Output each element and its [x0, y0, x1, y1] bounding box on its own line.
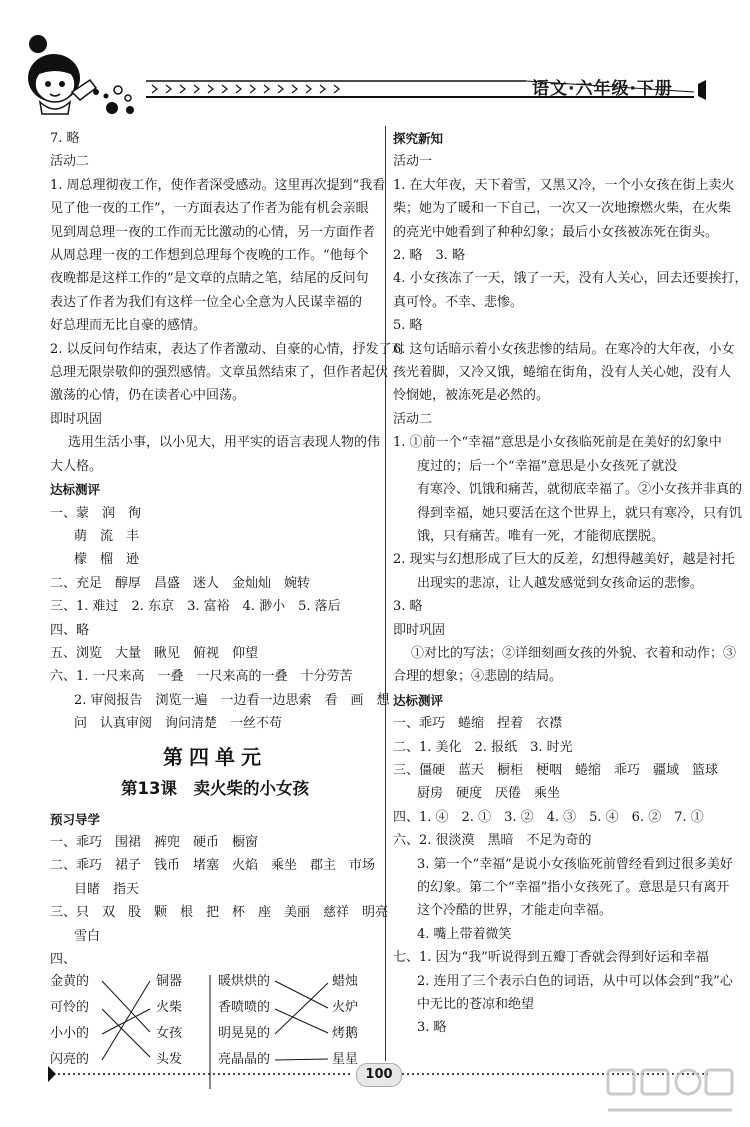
answer-line: 1. 在大年夜，天下着雪，又黑又冷，一个小女孩在街上卖火	[393, 177, 735, 193]
match-word: 可怜的	[50, 1000, 90, 1016]
answer-line: 四、	[50, 952, 77, 967]
answer-line: 2. 现实与幻想形成了巨大的反差，幻想得越美好，越是衬托	[393, 552, 735, 568]
answer-line: 孩光着脚，又冷又饿，蜷缩在街角，没有人关心她，没有人	[393, 365, 732, 381]
answer-line: 六、1. 一尺来高 一叠 一尺来高的一叠 十分劳苦	[50, 669, 353, 685]
answer-line: 见了他一夜的工作”，一方面表达了作者为能有机会亲眼	[50, 201, 369, 217]
answer-line: 三、僵硬 蓝天 橱柜 梗咽 蜷缩 乖巧 疆域 篮球	[393, 762, 719, 778]
answer-line: 4. 嘴上带着微笑	[417, 926, 512, 942]
answer-line: 5. 略	[393, 318, 423, 334]
answer-line: 7. 略	[50, 131, 80, 146]
answer-line: 一、乖巧 围裙 裤兜 硬币 橱窗	[50, 834, 259, 850]
answer-line: 夜晚都是这样工作的”是文章的点睛之笔，结尾的反问句	[50, 271, 369, 287]
answer-line: 选用生活小事，以小见大，用平实的语言表现人物的伟	[68, 435, 381, 451]
answer-line: 雪白	[74, 928, 101, 944]
answer-line: 檬 榴 逊	[74, 552, 140, 568]
lesson-heading: 第13课 卖火柴的小女孩	[121, 778, 309, 798]
match-word: 亮晶晶的	[218, 1052, 271, 1068]
answer-line: 1. ①前一个“幸福”意思是小女孩临死前是在美好的幻象中	[393, 435, 722, 451]
section-heading: 预习导学	[50, 811, 101, 827]
answer-line: 出现实的悲凉，让人越发感觉到女孩命运的悲惨。	[417, 575, 704, 591]
answer-line: 真可怜。不幸、悲惨。	[393, 294, 524, 310]
section-heading: 探究新知	[393, 131, 444, 146]
answer-line: 合理的想象；④悲剧的结局。	[393, 669, 563, 685]
section-heading: 活动一	[393, 154, 433, 170]
answer-line: 2. 以反问句作结束，表达了作者激动、自豪的心情，抒发了对	[50, 341, 405, 357]
match-word: 星星	[332, 1052, 359, 1068]
book-title: 语文·六年级·下册	[532, 79, 673, 99]
section-heading: 活动二	[50, 154, 90, 170]
answer-line: 3. 第一个“幸福”是说小女孩临死前曾经看到过很多美好	[417, 856, 733, 872]
section-heading: 达标测评	[50, 482, 101, 498]
right-column	[393, 127, 748, 1040]
answer-line: 问 认真审阅 询问清楚 一丝不苟	[74, 716, 283, 732]
section-heading: 即时巩固	[50, 411, 103, 427]
answer-line: 见到周总理一夜的工作而无比激动的心情，另一方面作者	[50, 224, 376, 240]
answer-line: 1. 周总理彻夜工作，使作者深受感动。这里再次提到“我看	[50, 177, 386, 193]
answer-line: 四、1. ④ 2. ① 3. ② 4. ③ 5. ④ 6. ② 7. ①	[393, 809, 704, 825]
answer-line: 柴；她为了暖和一下自己，一次又一次地擦燃火柴，在火柴	[393, 201, 732, 217]
answer-line: 激荡的心情，仍在读者心中回荡。	[50, 388, 246, 404]
match-word: 火炉	[332, 1000, 359, 1016]
answer-line: 目睹 指天	[74, 881, 140, 897]
answer-line: 萌 流 丰	[74, 528, 140, 544]
left-column	[50, 127, 405, 1093]
match-word: 女孩	[156, 1026, 183, 1042]
match-word: 明晃晃的	[218, 1026, 271, 1042]
answer-line: ①对比的写法；②详细刻画女孩的外貌、衣着和动作；③	[411, 645, 737, 661]
answer-line: 四、略	[50, 622, 90, 638]
answer-line: 这个冷酷的世界，才能走向幸福。	[417, 903, 613, 919]
answer-line: 二、1. 美化 2. 报纸 3. 时光	[393, 739, 573, 755]
answer-line: 饿，只有痛苦。唯有一死，才能彻底摆脱。	[417, 528, 665, 544]
column-divider	[385, 126, 386, 1061]
answer-line: 3. 略	[393, 599, 423, 615]
match-word: 香喷喷的	[218, 1000, 271, 1016]
answer-line: 有寒冷、饥饿和痛苦，就彻底幸福了。②小女孩并非真的	[417, 482, 743, 498]
answer-line: 一、乖巧 蜷缩 捏着 衣襟	[393, 716, 563, 732]
answer-line: 度过的；后一个“幸福”意思是小女孩死了就没	[417, 458, 678, 474]
answer-line: 好总理而无比自豪的感情。	[50, 318, 207, 334]
answer-line: 表达了作者为我们有这样一位全心全意为人民谋幸福的	[50, 294, 363, 310]
answer-line: 六、2. 很淡漠 黑暗 不足为奇的	[393, 833, 592, 849]
answer-line: 2. 略 3. 略	[393, 248, 466, 264]
answer-line: 五、浏览 大量 瞅见 俯视 仰望	[50, 645, 259, 661]
answer-line: 总理无限崇敬仰的强烈感情。文章虽然结束了，但作者起伏	[50, 365, 389, 381]
answer-line: 中无比的苍凉和绝望	[417, 997, 535, 1013]
answer-line: 三、只 双 股 颗 根 把 杯 座 美丽 慈祥 明亮	[50, 905, 389, 921]
match-word: 闪亮的	[50, 1052, 90, 1068]
answer-line: 二、乖巧 裙子 钱币 堵塞 火焰 乘坐 郡主 市场	[50, 858, 376, 874]
match-word: 金黄的	[50, 974, 90, 990]
answer-line: 得到幸福，她只要活在这个世界上，就只有寒冷，只有饥	[417, 505, 743, 521]
match-word: 头发	[156, 1052, 183, 1068]
answer-line: 从周总理一夜的工作想到总理每个夜晚的工作。“他每个	[50, 248, 369, 264]
match-word: 小小的	[50, 1026, 90, 1042]
match-word: 烤鹅	[332, 1026, 359, 1042]
section-heading: 达标测评	[393, 692, 444, 708]
answer-line: 3. 略	[417, 1020, 447, 1036]
answer-line: 的亮光中她看到了种种幻象；最后小女孩被冻死在街头。	[393, 224, 719, 240]
match-word: 铜器	[156, 974, 183, 990]
answer-line: 6. 这句话暗示着小女孩悲惨的结局。在寒冷的大年夜，小女	[393, 341, 735, 357]
unit-heading: 第四单元	[163, 744, 267, 769]
girl-mascot-illustration	[10, 32, 142, 116]
answer-line: 三、1. 难过 2. 东京 3. 富裕 4. 渺小 5. 落后	[50, 599, 341, 615]
section-heading: 即时巩固	[393, 622, 446, 638]
match-word: 火柴	[156, 1000, 183, 1016]
answer-line: 2. 审阅报告 浏览一遍 一边看一边思索 看 画 想	[74, 692, 390, 708]
answer-line: 4. 小女孩冻了一天，饿了一天，没有人关心，回去还要挨打，	[393, 271, 748, 287]
answer-line: 的幻象。第二个“幸福”指小女孩死了。意思是只有离开	[417, 880, 730, 895]
answer-line: 怜悯她，被冻死是必然的。	[393, 388, 550, 404]
match-word: 蜡烛	[332, 974, 359, 990]
answer-line: 2. 连用了三个表示白色的词语，从中可以体会到“我”心	[417, 973, 733, 989]
match-word: 暖烘烘的	[218, 974, 271, 990]
page-number: 100	[356, 1063, 402, 1087]
watermark-logo	[602, 1064, 742, 1124]
answer-line: 大人格。	[50, 458, 103, 474]
section-heading: 活动二	[393, 411, 433, 427]
answer-line: 七、1. 因为“我”听说得到五瓣丁香就会得到好运和幸福	[393, 950, 709, 966]
answer-line: 二、充足 醇厚 昌盛 迷人 金灿灿 婉转	[50, 575, 311, 591]
answer-line: 一、蒙 润 徇	[50, 505, 142, 521]
answer-line: 厨房 硬度 厌倦 乘坐	[417, 786, 561, 802]
